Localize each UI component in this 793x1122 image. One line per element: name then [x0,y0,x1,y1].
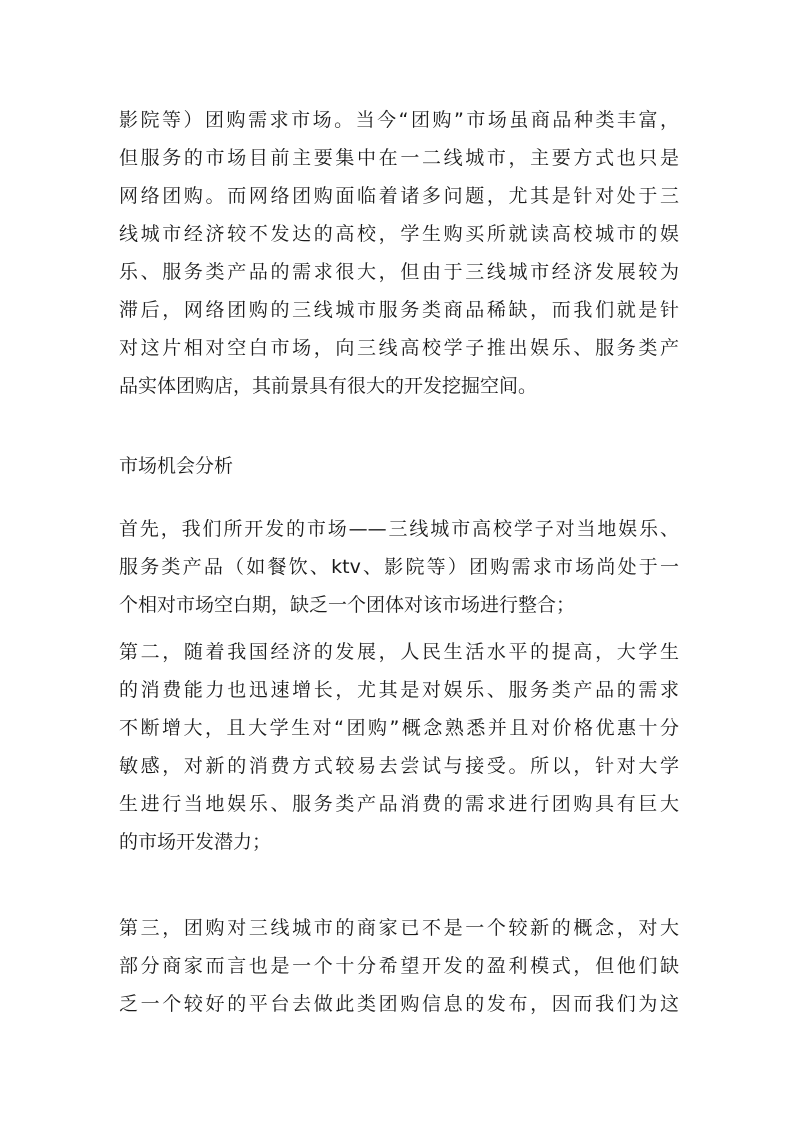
text-line: 服务类产品（如餐饮、ktv、影院等）团购需求市场尚处于一 [119,556,679,578]
text-line: 部分商家而言也是一个十分希望开发的盈利模式，但他们缺 [119,955,679,977]
second-point-paragraph [119,633,679,861]
third-point-paragraph [119,909,679,1023]
text-line: 生进行当地娱乐、服务类产品消费的需求进行团购具有巨大 [119,793,679,815]
text-line: 不断增大，且大学生对“团购”概念熟悉并且对价格优惠十分 [119,717,679,739]
text-line: 对这片相对空白市场，向三线高校学子推出娱乐、服务类产 [119,337,679,359]
text-line: 但服务的市场目前主要集中在一二线城市，主要方式也只是 [119,147,679,169]
text-line: 的市场开发潜力； [119,831,272,853]
intro-paragraph [119,101,679,405]
text-line: 第三，团购对三线城市的商家已不是一个较新的概念，对大 [119,917,679,939]
text-line: 乏一个较好的平台去做此类团购信息的发布，因而我们为这 [119,993,679,1015]
text-line: 的消费能力也迅速增长，尤其是对娱乐、服务类产品的需求 [119,679,679,701]
first-point-paragraph [119,510,679,624]
text-line: 乐、服务类产品的需求很大，但由于三线城市经济发展较为 [119,261,679,283]
section-heading: 市场机会分析 [119,455,234,477]
text-line: 线城市经济较不发达的高校，学生购买所就读高校城市的娱 [119,223,679,245]
text-line: 首先，我们所开发的市场——三线城市高校学子对当地娱乐、 [119,518,679,540]
text-line: 影院等）团购需求市场。当今“团购”市场虽商品种类丰富， [119,109,679,131]
text-line: 个相对市场空白期，缺乏一个团体对该市场进行整合； [119,594,576,616]
text-line: 品实体团购店，其前景具有很大的开发挖掘空间。 [119,375,538,397]
text-line: 敏感，对新的消费方式较易去尝试与接受。所以，针对大学 [119,755,679,777]
text-line: 网络团购。而网络团购面临着诸多问题，尤其是针对处于三 [119,185,679,207]
text-line: 第二，随着我国经济的发展，人民生活水平的提高，大学生 [119,641,679,663]
text-line: 滞后，网络团购的三线城市服务类商品稀缺，而我们就是针 [119,299,679,321]
